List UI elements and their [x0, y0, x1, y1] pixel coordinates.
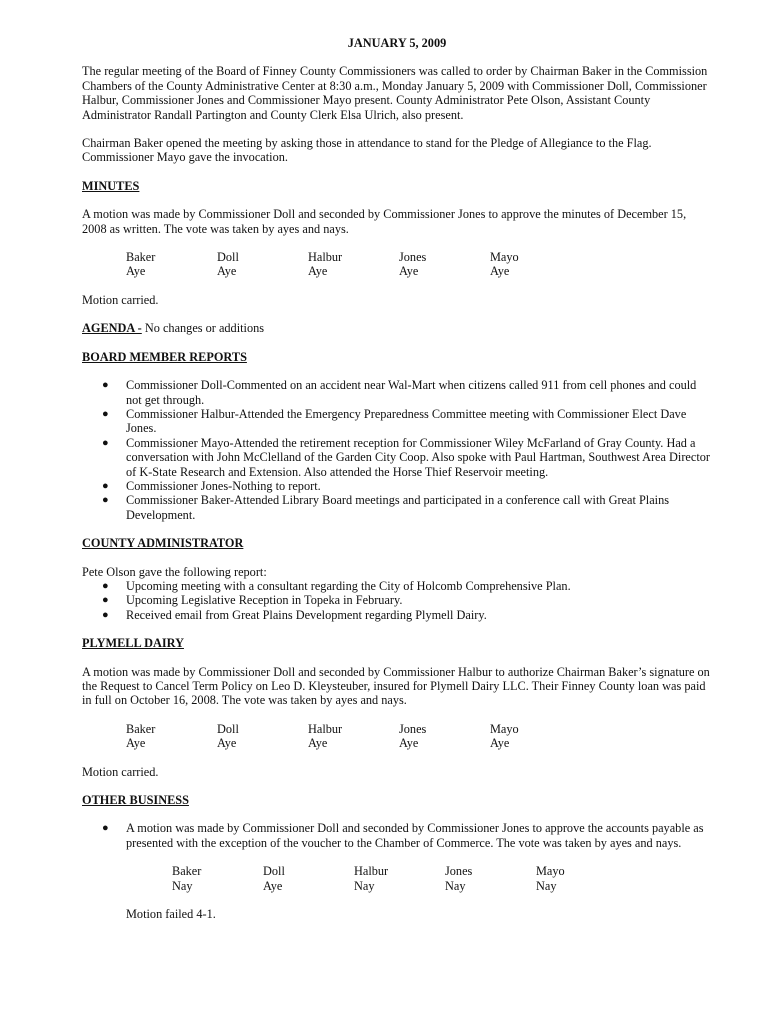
- list-item: [82, 821, 712, 850]
- vote-name: Halbur: [308, 721, 343, 736]
- list-item: [82, 407, 712, 436]
- vote-value: Nay: [172, 878, 193, 893]
- list-item-text: Commissioner Halbur-Attended the Emergency Preparedness Committee meeting with Commissioner Elect Dave Jones.: [126, 406, 687, 436]
- list-item-text: Upcoming meeting with a consultant regarding the City of Holcomb Comprehensive Plan.: [126, 578, 571, 593]
- county-admin-intro: Pete Olson gave the following report:: [82, 564, 267, 579]
- vote-name: Mayo: [490, 250, 519, 265]
- bullet-icon: ●: [102, 479, 109, 492]
- vote-name: Doll: [217, 250, 239, 265]
- list-item: [82, 378, 712, 407]
- county-admin-heading: COUNTY ADMINISTRATOR: [82, 536, 244, 551]
- list-item-text: Upcoming Legislative Reception in Topeka in February.: [126, 593, 403, 608]
- vote-name: Baker: [126, 250, 156, 265]
- plymell-heading: PLYMELL DAIRY: [82, 636, 184, 651]
- list-item-text: Commissioner Mayo-Attended the retirement reception for Commissioner Wiley McFarland of Gray County. Had a conversation with John McClelland of the Garden City Coop. Also spoke with Paul Hartman, Southwest Area Director of K-State Research and Extension. Also attended the Horse Thief Reservoir meeting.: [126, 435, 711, 479]
- vote-value: Aye: [126, 736, 146, 751]
- list-item-text: Commissioner Baker-Attended Library Board meetings and participated in a conference call with Great Plains Development.: [126, 493, 670, 522]
- list-item: [82, 479, 712, 493]
- vote-name: Jones: [445, 864, 473, 879]
- list-item: [82, 436, 712, 479]
- vote-value: Aye: [490, 736, 510, 751]
- vote-value: Aye: [217, 264, 237, 279]
- vote-values-row: [126, 264, 712, 278]
- plymell-motion: A motion was made by Commissioner Doll and seconded by Commissioner Halbur to authorize Chairman Baker’s signature on the Request to Cancel Term Policy on Leo D. Kleysteuber, insured for Plymell Dairy LLC. Their Finney County loan was paid in full on October 16, 2008. The vote was taken by ayes and nays.: [82, 664, 710, 708]
- vote-names-row: [172, 864, 712, 878]
- vote-value: Aye: [399, 736, 419, 751]
- list-item: [82, 493, 712, 522]
- board-reports-list: [82, 378, 712, 522]
- intro-paragraph: The regular meeting of the Board of Finney County Commissioners was called to order by Chairman Baker in the Commission Chambers of the County Administrative Center at 8:30 a.m., Monday January 5, 2009 with Commissioner Doll, Commissioner Halbur, Commissioner Jones and Commissioner Mayo present. County Administrator Pete Olson, Assistant County Administrator Randall Partington and County Clerk Elsa Ulrich, also present.: [82, 64, 708, 122]
- vote-name: Doll: [263, 864, 285, 879]
- bullet-icon: ●: [102, 379, 109, 392]
- vote-name: Jones: [399, 250, 427, 265]
- other-business-result: Motion failed 4-1.: [126, 907, 216, 922]
- other-business-vote-table: [172, 864, 712, 893]
- vote-name: Mayo: [490, 721, 519, 736]
- board-reports-heading: BOARD MEMBER REPORTS: [82, 349, 247, 364]
- list-item: [82, 608, 712, 622]
- list-item: [82, 579, 712, 593]
- agenda-line: [82, 321, 712, 335]
- vote-name: Baker: [172, 864, 202, 879]
- minutes-result: Motion carried.: [82, 292, 159, 307]
- vote-value: Aye: [399, 264, 419, 279]
- vote-value: Nay: [354, 878, 375, 893]
- plymell-result: Motion carried.: [82, 764, 159, 779]
- bullet-icon: ●: [102, 594, 109, 607]
- vote-values-row: [172, 879, 712, 893]
- vote-name: Baker: [126, 721, 156, 736]
- vote-values-row: [126, 736, 712, 750]
- vote-value: Aye: [263, 878, 283, 893]
- county-admin-list: [82, 579, 712, 622]
- bullet-icon: ●: [102, 608, 109, 621]
- bullet-icon: ●: [102, 436, 109, 449]
- bullet-icon: ●: [102, 407, 109, 420]
- bullet-icon: ●: [102, 579, 109, 592]
- vote-name: Mayo: [536, 864, 565, 879]
- vote-value: Nay: [445, 878, 466, 893]
- page-title: JANUARY 5, 2009: [347, 36, 447, 50]
- minutes-heading: MINUTES: [82, 178, 140, 193]
- vote-value: Aye: [217, 736, 237, 751]
- vote-value: Aye: [308, 264, 328, 279]
- vote-value: Aye: [490, 264, 510, 279]
- agenda-text: No changes or additions: [141, 321, 265, 336]
- vote-value: Nay: [536, 878, 557, 893]
- vote-name: Doll: [217, 721, 239, 736]
- vote-names-row: [126, 722, 712, 736]
- vote-name: Halbur: [308, 250, 343, 265]
- plymell-vote-table: [126, 722, 712, 751]
- list-item: [82, 593, 712, 607]
- minutes-vote-table: [126, 250, 712, 279]
- bullet-icon: ●: [102, 494, 109, 507]
- list-item-text: Commissioner Doll-Commented on an accident near Wal-Mart when citizens called 911 from cell phones and could not get through.: [126, 378, 697, 407]
- minutes-motion: A motion was made by Commissioner Doll and seconded by Commissioner Jones to approve the minutes of December 15, 2008 as written. The vote was taken by ayes and nays.: [82, 207, 687, 236]
- bullet-icon: ●: [102, 822, 109, 835]
- other-business-list: [82, 821, 712, 850]
- vote-name: Jones: [399, 721, 427, 736]
- vote-names-row: [126, 250, 712, 264]
- list-item-text: A motion was made by Commissioner Doll and seconded by Commissioner Jones to approve the accounts payable as presented with the exception of the voucher to the Chamber of Commerce. The vote was taken by ayes and nays.: [126, 821, 704, 850]
- vote-name: Halbur: [354, 864, 389, 879]
- vote-value: Aye: [126, 264, 146, 279]
- list-item-text: Received email from Great Plains Development regarding Plymell Dairy.: [126, 607, 487, 622]
- list-item-text: Commissioner Jones-Nothing to report.: [126, 478, 321, 493]
- other-business-heading: OTHER BUSINESS: [82, 793, 189, 808]
- vote-value: Aye: [308, 736, 328, 751]
- agenda-label: AGENDA -: [82, 321, 142, 336]
- pledge-paragraph: Chairman Baker opened the meeting by asking those in attendance to stand for the Pledge of Allegiance to the Flag. Commissioner Mayo gave the invocation.: [82, 136, 652, 165]
